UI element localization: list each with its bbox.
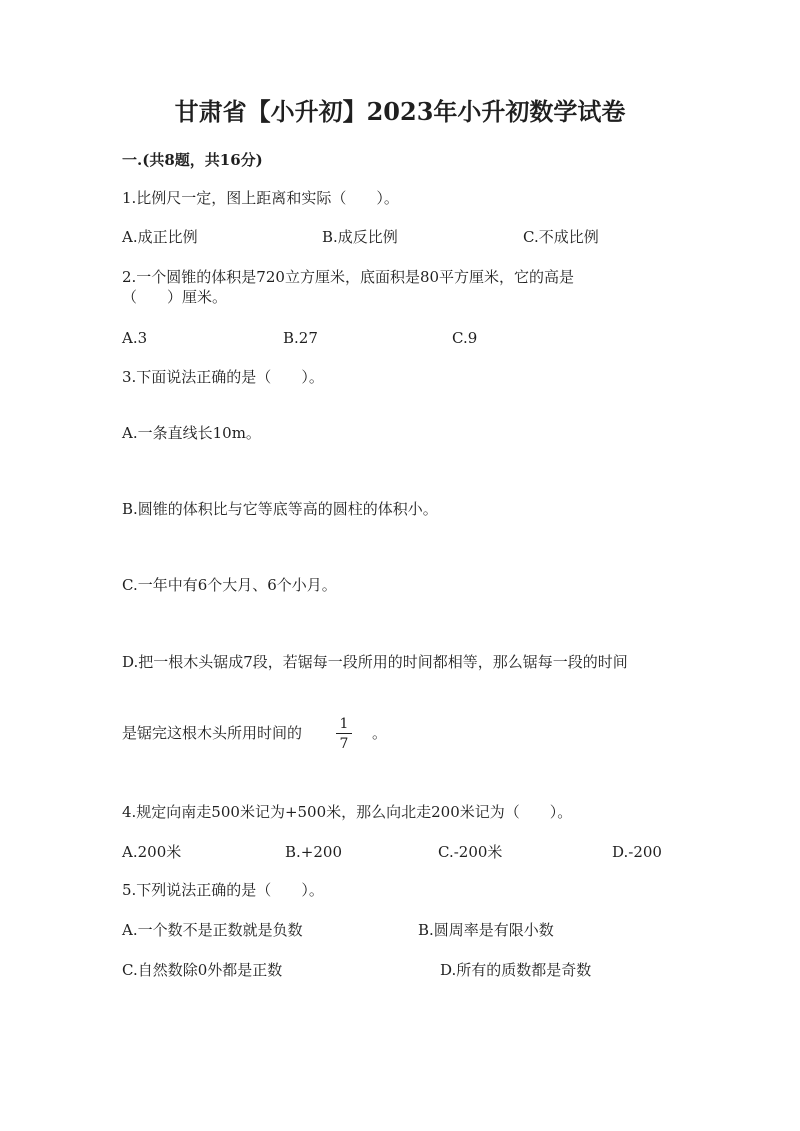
question-3-option-a: A.一条直线长10m。 [122,424,261,442]
fraction-numerator: 1 [339,716,349,732]
question-5-stem: 5.下列说法正确的是（ ）。 [122,881,324,899]
question-4-option-d: D.-200 [612,843,662,861]
fraction-bar [336,733,352,734]
question-1-option-c: C.不成比例 [523,228,599,246]
question-5-option-a: A.一个数不是正数就是负数 [122,921,303,939]
question-3-option-b: B.圆锥的体积比与它等底等高的圆柱的体积小。 [122,500,438,518]
question-4-option-b: B.+200 [285,843,342,861]
question-2-option-c: C.9 [452,329,478,347]
question-2-option-a: A.3 [122,329,148,347]
question-2-stem-line1: 2.一个圆锥的体积是720立方厘米，底面积是80平方厘米，它的高是 [122,268,575,286]
question-1-option-b: B.成反比例 [322,228,398,246]
question-3-stem: 3.下面说法正确的是（ ）。 [122,368,324,386]
question-4-option-a: A.200米 [122,843,182,861]
question-2-stem-line2: （ ）厘米。 [122,288,228,306]
question-5-option-c: C.自然数除0外都是正数 [122,961,283,979]
question-3-option-d-line1: D.把一根木头锯成7段，若锯每一段所用的时间都相等，那么锯每一段的时间 [122,653,628,671]
question-1-stem: 1.比例尺一定，图上距离和实际（ ）。 [122,189,399,207]
question-2-option-b: B.27 [283,329,318,347]
question-3-option-d-end: 。 [372,724,388,742]
section-heading: 一.(共8题，共16分) [122,151,263,169]
question-3-option-d-line2: 是锯完这根木头所用时间的 [122,724,303,742]
question-5-option-d: D.所有的质数都是奇数 [440,961,592,979]
fraction-denominator: 7 [339,736,349,752]
question-4-stem: 4.规定向南走500米记为+500米，那么向北走200米记为（ ）。 [122,803,573,821]
question-4-option-c: C.-200米 [438,843,503,861]
question-1-option-a: A.成正比例 [122,228,198,246]
page-title: 甘肃省【小升初】2023年小升初数学试卷 [174,97,626,126]
fraction-one-seventh [336,716,352,752]
question-3-option-c: C.一年中有6个大月、6个小月。 [122,576,337,594]
question-5-option-b: B.圆周率是有限小数 [418,921,554,939]
